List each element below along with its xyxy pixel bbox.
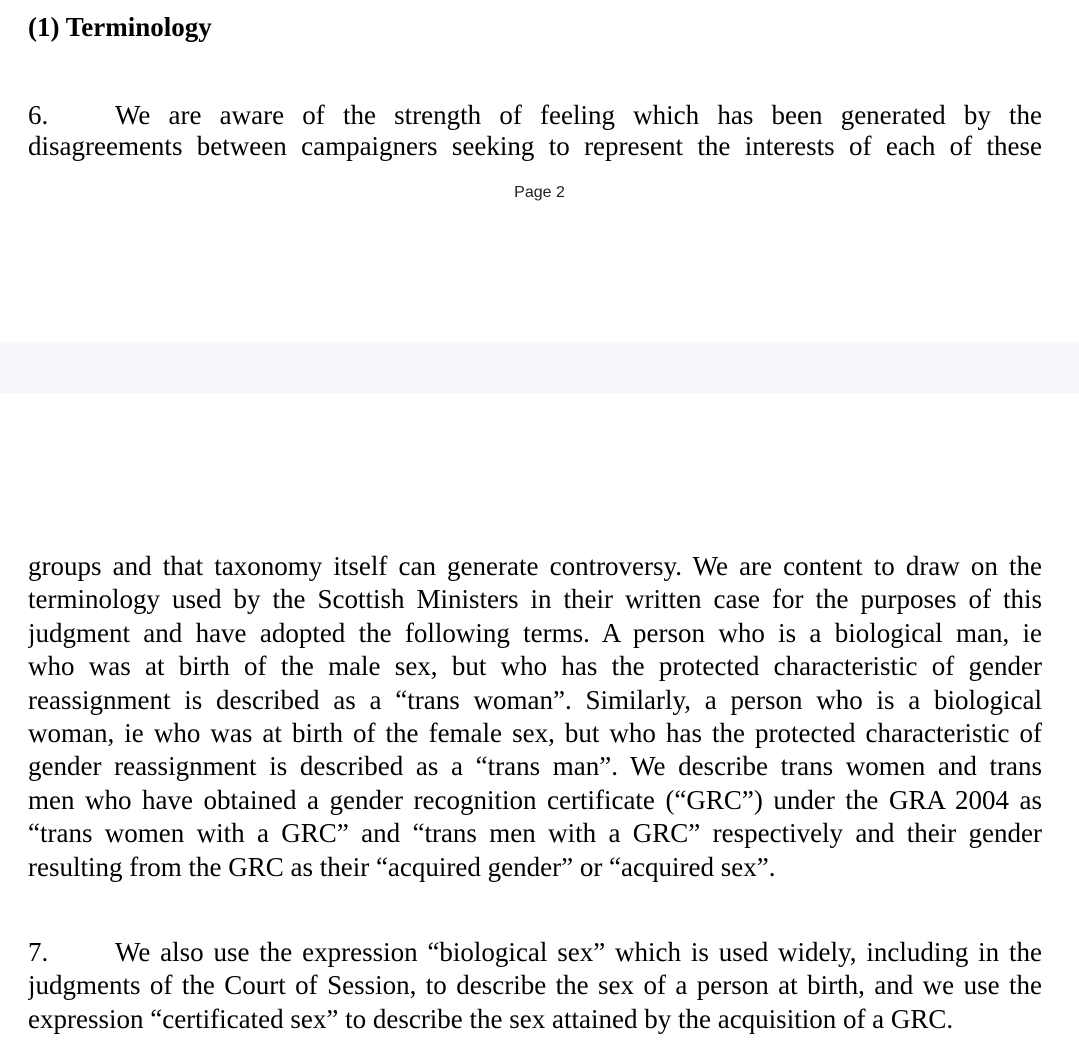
- text-line: disagreements between campaigners seeking to represent the interests of each of these: [28, 131, 1042, 161]
- text-line: men who have obtained a gender recognition certificate (“GRC”) under the GRA 2004 as: [28, 784, 1042, 815]
- text-line: who was at birth of the male sex, but who has the protected characteristic of gender: [28, 651, 1042, 682]
- text-line: [28, 100, 1042, 131]
- paragraph-6-continued: [28, 550, 1042, 884]
- text-line: “trans women with a GRC” and “trans men with a GRC” respectively and their gender: [28, 818, 1042, 849]
- paragraph-number: 6.: [28, 100, 49, 130]
- text-line: [28, 936, 1042, 969]
- text-line: judgment and have adopted the following terms. A person who is a biological man, ie: [28, 617, 1042, 648]
- text-line-content: We also use the expression “biological sex” which is used widely, including in the: [115, 937, 1042, 967]
- page-gap-separator: [0, 342, 1079, 393]
- text-line: reassignment is described as a “trans woman”. Similarly, a person who is a biological: [28, 684, 1042, 715]
- text-line: resulting from the GRC as their “acquired gender” or “acquired sex”.: [28, 851, 776, 882]
- section-heading: (1) Terminology: [28, 12, 212, 42]
- paragraph-7: [28, 936, 1042, 1036]
- text-line-content: We are aware of the strength of feeling which has been generated by the: [115, 100, 1042, 130]
- paragraph-number: 7.: [28, 937, 49, 967]
- text-line: expression “certificated sex” to describe the sex attained by the acquisition of a GRC.: [28, 1003, 954, 1034]
- text-line: gender reassignment is described as a “trans man”. We describe trans women and trans: [28, 751, 1042, 782]
- text-line: woman, ie who was at birth of the female sex, but who has the protected characteristic of: [28, 717, 1042, 748]
- paragraph-6: [28, 100, 1042, 162]
- text-line: groups and that taxonomy itself can generate controversy. We are content to draw on the: [28, 551, 1042, 581]
- text-line: judgments of the Court of Session, to describe the sex of a person at birth, and we use the: [28, 970, 1042, 1001]
- page-number-label: Page 2: [514, 184, 565, 201]
- text-line: terminology used by the Scottish Ministers in their written case for the purposes of this: [28, 584, 1042, 615]
